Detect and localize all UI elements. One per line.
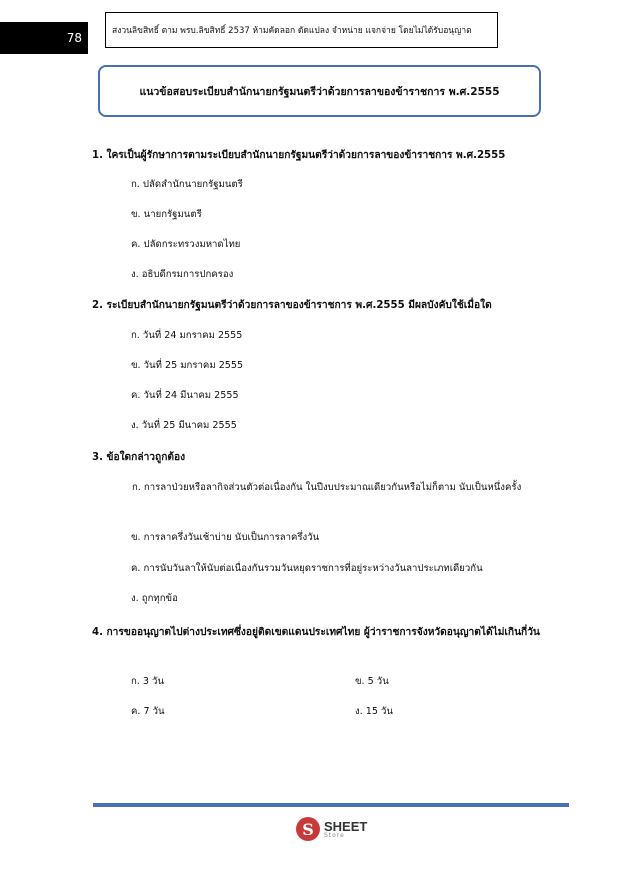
logo-icon: S [296,817,320,841]
question-2-option-b: ข. วันที่ 25 มกราคม 2555 [131,360,244,371]
question-1-option-d: ง. อธิบดีกรมการปกครอง [131,269,234,280]
page-title [98,65,541,117]
logo-text [324,820,367,839]
question-3-option-c: ค. การนับวันลาให้นับต่อเนื่องกันรวมวันหยุดราชการที่อยู่ระหว่างวันลาประเภทเดียวกัน [131,563,483,574]
question-1-option-b: ข. นายกรัฐมนตรี [131,209,202,220]
question-3: 3. ข้อใดกล่าวถูกต้อง [92,452,186,463]
question-4-option-a: ก. 3 วัน [131,676,165,687]
question-4: 4. การขออนุญาตไปต่างประเทศซึ่งอยู่ติดเขตแดนประเทศไทย ผู้ว่าราชการจังหวัดอนุญาตได้ไม่เกินกี่วัน [92,627,540,638]
question-3-option-b: ข. การลาครึ่งวันเช้าบ่าย นับเป็นการลาครึ่งวัน [131,532,320,543]
question-1: 1. ใครเป็นผู้รักษาการตามระเบียบสำนักนายกรัฐมนตรีว่าด้วยการลาของข้าราชการ พ.ศ.2555 [92,150,506,161]
question-4-option-b: ข. 5 วัน [355,676,389,687]
question-2-option-a: ก. วันที่ 24 มกราคม 2555 [131,330,243,341]
question-1-option-c: ค. ปลัดกระทรวงมหาดไทย [131,239,241,250]
question-4-option-d: ง. 15 วัน [355,706,393,717]
copyright-notice: สงวนลิขสิทธิ์ ตาม พรบ.ลิขสิทธิ์ 2537 ห้ามคัดลอก ดัดแปลง จำหน่าย แจกจ่าย โดยไม่ได้รับอนุญาต [105,12,498,48]
question-3-option-d: ง. ถูกทุกข้อ [131,593,178,604]
footer-divider [93,803,569,807]
question-3-option-a: ก. การลาป่วยหรือลากิจส่วนตัวต่อเนื่องกัน ในปีงบประมาณเดียวกันหรือไม่ก็ตาม นับเป็นหนึ่งครั้ง [132,482,522,493]
question-2-option-d: ง. วันที่ 25 มีนาคม 2555 [131,420,237,431]
question-1-option-a: ก. ปลัดสำนักนายกรัฐมนตรี [131,179,243,190]
page-number: 78 [0,22,88,54]
logo-main-text: SHEET [324,818,368,834]
question-2: 2. ระเบียบสำนักนายกรัฐมนตรีว่าด้วยการลาของข้าราชการ พ.ศ.2555 มีผลบังคับใช้เมื่อใด [92,300,492,311]
page-title-text: แนวข้อสอบระเบียบสำนักนายกรัฐมนตรีว่าด้วยการลาของข้าราชการ พ.ศ.2555 [139,85,500,98]
question-4-option-c: ค. 7 วัน [131,706,165,717]
question-2-option-c: ค. วันที่ 24 มีนาคม 2555 [131,390,239,401]
sheet-store-logo [296,814,367,844]
logo-sub-text: Store [324,831,345,839]
